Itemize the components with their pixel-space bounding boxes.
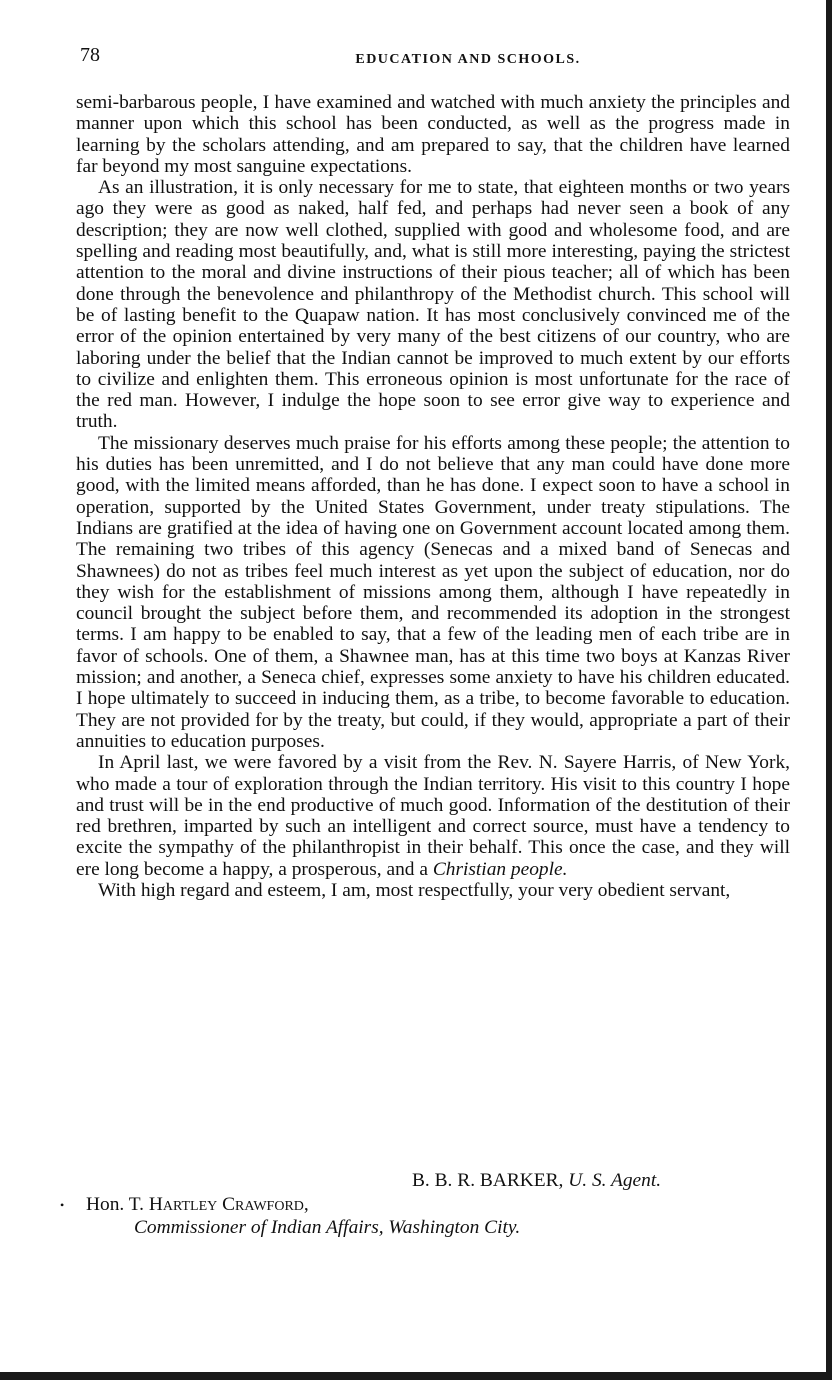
margin-mark: • — [60, 1198, 65, 1212]
running-title: EDUCATION AND SCHOOLS. — [355, 52, 581, 67]
signature-title: U. S. Agent. — [568, 1170, 662, 1191]
addressee-role: Commissioner of Indian Affairs, Washington City. — [134, 1217, 521, 1238]
paragraph-4 — [76, 752, 790, 880]
page-number: 78 — [80, 44, 100, 66]
signature — [412, 1170, 772, 1192]
addressee — [86, 1193, 766, 1239]
page-header — [78, 44, 778, 74]
addressee-name: Hartley Crawford, — [148, 1194, 309, 1215]
page-edge-right — [826, 0, 832, 1380]
paragraph-5-closing: With high regard and esteem, I am, most respectfully, your very obedient servant, — [98, 879, 731, 901]
signature-name: B. B. R. BARKER, — [412, 1170, 564, 1191]
christian-people-italic: Christian people. — [432, 858, 568, 880]
paragraph-1: semi-barbarous people, I have examined and watched with much anxiety the principles and manner upon which this school has been conducted, as well as the progress made in learning by the scholars attending, and am prepared to say, that the children have learned far beyond my most sanguine expectations. — [76, 92, 790, 177]
page-edge-bottom — [0, 1372, 832, 1380]
addressee-prefix: Hon. T. — [86, 1194, 144, 1215]
paragraph-3: The missionary deserves much praise for his efforts among these people; the attention to his duties has been unremitted, and I do not believe that any man could have done more good, with the limited means afforded, than he has done. I expect soon to have a school in operation, supported by the United States Government, under treaty stipulations. The Indians are gratified at the idea of having one on Government account located among them. The remaining two tribes of this agency (Senecas and a mixed band of Senecas and Shawnees) do not as tribes feel much interest as yet upon the subject of education, nor do they wish for the establishment of missions among them, although I have repeatedly in council brought the subject before them, and recommended its adoption in the strongest terms. I am happy to be enabled to say, that a few of the leading men of each tribe are in favor of schools. One of them, a Shawnee man, has at this time two boys at Kanzas River mission; and another, a Seneca chief, expresses some anxiety to have his children educated. I hope ultimately to succeed in inducing them, as a tribe, to become favorable to education. They are not provided for by the treaty, but could, if they would, appropriate a part of their annuities to education purposes. — [76, 432, 790, 752]
paragraph-2: As an illustration, it is only necessary for me to state, that eighteen months or two years ago they were as good as naked, half fed, and perhaps had never seen a book of any description; they are now well clothed, supplied with good and wholesome food, and are spelling and reading most beautifully, and, what is still more interesting, paying the strictest attention to the moral and divine instructions of their pious teacher; all of which has been done through the benevolence and philanthropy of the Methodist church. This school will be of lasting benefit to the Quapaw nation. It has most conclusively convinced me of the error of the opinion entertained by very many of the best citizens of our country, who are laboring under the belief that the Indian cannot be improved to much extent by our efforts to civilize and enlighten them. This erroneous opinion is most unfortunate for the race of the red man. However, I indulge the hope soon to see error give way to experience and truth. — [76, 177, 790, 433]
letter-body — [76, 92, 790, 901]
addressee-name-line — [86, 1193, 766, 1216]
paragraph-4-text: In April last, we were favored by a visit from the Rev. N. Sayere Harris, of New York, who made a tour of exploration through the Indian territory. His visit to this country I hope and trust will be in the end productive of much good. Information of the destitution of their red brethren, imparted by such an intelligent and correct source, must have a tendency to excite the sympathy of the philanthropist in their behalf. This once the case, and they will ere long become a happy, a prosperous, and a — [76, 752, 790, 880]
